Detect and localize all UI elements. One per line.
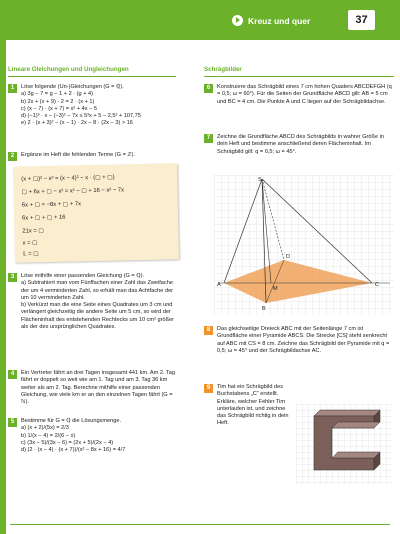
page-header bbox=[0, 0, 400, 40]
footer-line bbox=[10, 524, 390, 525]
task-5-item-c: c) (3x − 5)/(3x − 6) = (2x + 5)/(2x − 4) bbox=[21, 439, 114, 446]
task-5-title: Bestimme für G = ℚ die Lösungsmenge. bbox=[21, 418, 122, 424]
task-1 bbox=[21, 84, 181, 128]
task-1-item-c: c) (x − 7) · (x + 7) = x² + 4x − 5 bbox=[21, 105, 98, 112]
note-line-3: 6x + ▢ = −8x + ▢ + 7x bbox=[21, 201, 82, 209]
task-6-text: Konstruiere das Schrägbild eines 7 cm hohen Quaders ABCDEFGH (q = 0,5; ω = 60°). Für die Seiten der Grundfläche ABCD gilt: AB = 5 cm und BC = 4 cm. Die Punkte A und C liegen auf der Schrägbildachse. bbox=[217, 84, 392, 105]
task-number-8: 8 bbox=[204, 326, 213, 335]
task-9-text: Tim hat ein Schrägbild des Buchstabens „C“ erstellt. Erkläre, welcher Fehler Tim unterlaufen ist, und zeichne das Schrägbild richtig in dein Heft. bbox=[217, 384, 289, 427]
task-number-9: 9 bbox=[204, 384, 213, 393]
pyramid-figure bbox=[214, 175, 394, 315]
task-7-text: Zeichne die Grundfläche ABCD des Schrägbilds in wahrer Größe in dein Heft und bestimme anschließend deren Flächeninhalt. Im Schrägbild gilt: q = 0,5; ω = 45°. bbox=[217, 134, 384, 155]
label-c: C bbox=[375, 282, 379, 288]
arrow-icon bbox=[232, 15, 243, 26]
task-1-title: Löse folgende (Un-)Gleichungen (G = ℚ). bbox=[21, 84, 124, 90]
section-title-left: Lineare Gleichungen und Ungleichungen bbox=[8, 66, 176, 77]
task-number-5: 5 bbox=[8, 418, 17, 427]
label-s: S bbox=[258, 177, 262, 183]
note-line-2: ▢ + 6x + ▢ − x² = x² − ▢ + 16 − x² − 7x bbox=[21, 187, 125, 196]
task-3 bbox=[21, 273, 181, 331]
note-line-1: (x + ▢)² − x² = (x − 4)² − x · (▢ + ▢) bbox=[21, 174, 115, 183]
page-number: 37 bbox=[348, 10, 375, 30]
note-line-5: 21x = ▢ bbox=[22, 228, 44, 235]
task-5-item-a: a) (x + 2)/(5x) = 2/3 bbox=[21, 425, 69, 432]
task-number-7: 7 bbox=[204, 134, 213, 143]
task-1-item-d: d) (−1)³ · x − (−3)² − 7x ≤ 5³x + 5 − 2,5² + 107,75 bbox=[21, 113, 141, 120]
c-top-face bbox=[314, 410, 380, 416]
left-green-band bbox=[0, 0, 6, 534]
task-4-text: Ein Vertreter fährt an drei Tagen insgesamt 441 km. Am 2. Tag fährt er doppelt so weit wie am 1. Tag und am 3. Tag 36 km weiter als am 2. Tag. Berechne mithilfe einer passenden Gleichung, wie viele km er an den einzelnen Tagen fährt (G = ℕ). bbox=[21, 370, 176, 406]
task-number-4: 4 bbox=[8, 370, 17, 379]
label-m: M bbox=[273, 286, 278, 292]
task-number-1: 1 bbox=[8, 84, 17, 93]
task-5 bbox=[21, 418, 181, 454]
task-number-6: 6 bbox=[204, 84, 213, 93]
task-8-text: Das gleichseitige Dreieck ABC mit der Seitenlänge 7 cm ist Grundfläche einer Pyramide ABCS. Die Strecke [CS] steht senkrecht auf ABC mit CS = 8 cm. Zeichne das Schrägbild der Pyramide mit q = 0,5; ω = 45° und der Schrägbildachse AC. bbox=[217, 326, 390, 354]
task-5-item-b: b) 1/(x − 4) = 2/(6 − x) bbox=[21, 432, 76, 439]
task-2-title: Ergänze im Heft die fehlenden Terme (G = ℤ). bbox=[21, 152, 135, 158]
section-title-right: Schrägbilder bbox=[204, 66, 394, 77]
label-b: B bbox=[262, 306, 266, 312]
note-line-6: x = ▢ bbox=[22, 240, 38, 247]
c-inner-top bbox=[332, 422, 380, 428]
label-a: A bbox=[217, 282, 221, 288]
task-1-item-e: e) 2 · (x + 3)² − (x − 1) · 2x − 8 · (2x − 3) > 16 bbox=[21, 120, 133, 127]
c-inner-bottom bbox=[332, 452, 380, 458]
task-number-3: 3 bbox=[8, 273, 17, 282]
sticky-note bbox=[13, 163, 179, 262]
letter-c-figure bbox=[296, 404, 392, 484]
task-1-item-a: a) 3g − 7 = g − 1 + 2 · (g + 4) bbox=[21, 91, 93, 98]
header-title: Kreuz und quer bbox=[248, 16, 311, 26]
label-d: D bbox=[286, 254, 290, 260]
note-line-4: 6x + ▢ + ▢ + 16 bbox=[22, 214, 66, 222]
task-1-item-b: b) 2x + (x + 9) · 2 = 2 · (x + 1) bbox=[21, 98, 95, 105]
task-number-2: 2 bbox=[8, 152, 17, 161]
task-3-item-b: b) Verkürzt man die eine Seite eines Quadrates um 3 cm und verlängert gleichzeitig die andere Seite um 5 cm, so wird der Flächeninhalt des entstehenden Rechtecks um 10 cm² größer als der des ursprünglichen Quadrates. bbox=[21, 302, 174, 331]
task-3-item-a: a) Subtrahiert man vom Fünffachen einer Zahl das Zweifache der um 4 verminderten Zahl, so erhält man das Achtfache der um 10 verminderten Zahl. bbox=[21, 280, 174, 301]
task-5-item-d: d) (2 · (x − 4) · (x + 7))/(x² − 8x + 16) = 4/7 bbox=[21, 447, 126, 454]
task-3-title: Löse mithilfe einer passenden Gleichung (G = ℚ). bbox=[21, 273, 145, 279]
note-line-7: 𝕃 = ▢ bbox=[22, 251, 39, 258]
